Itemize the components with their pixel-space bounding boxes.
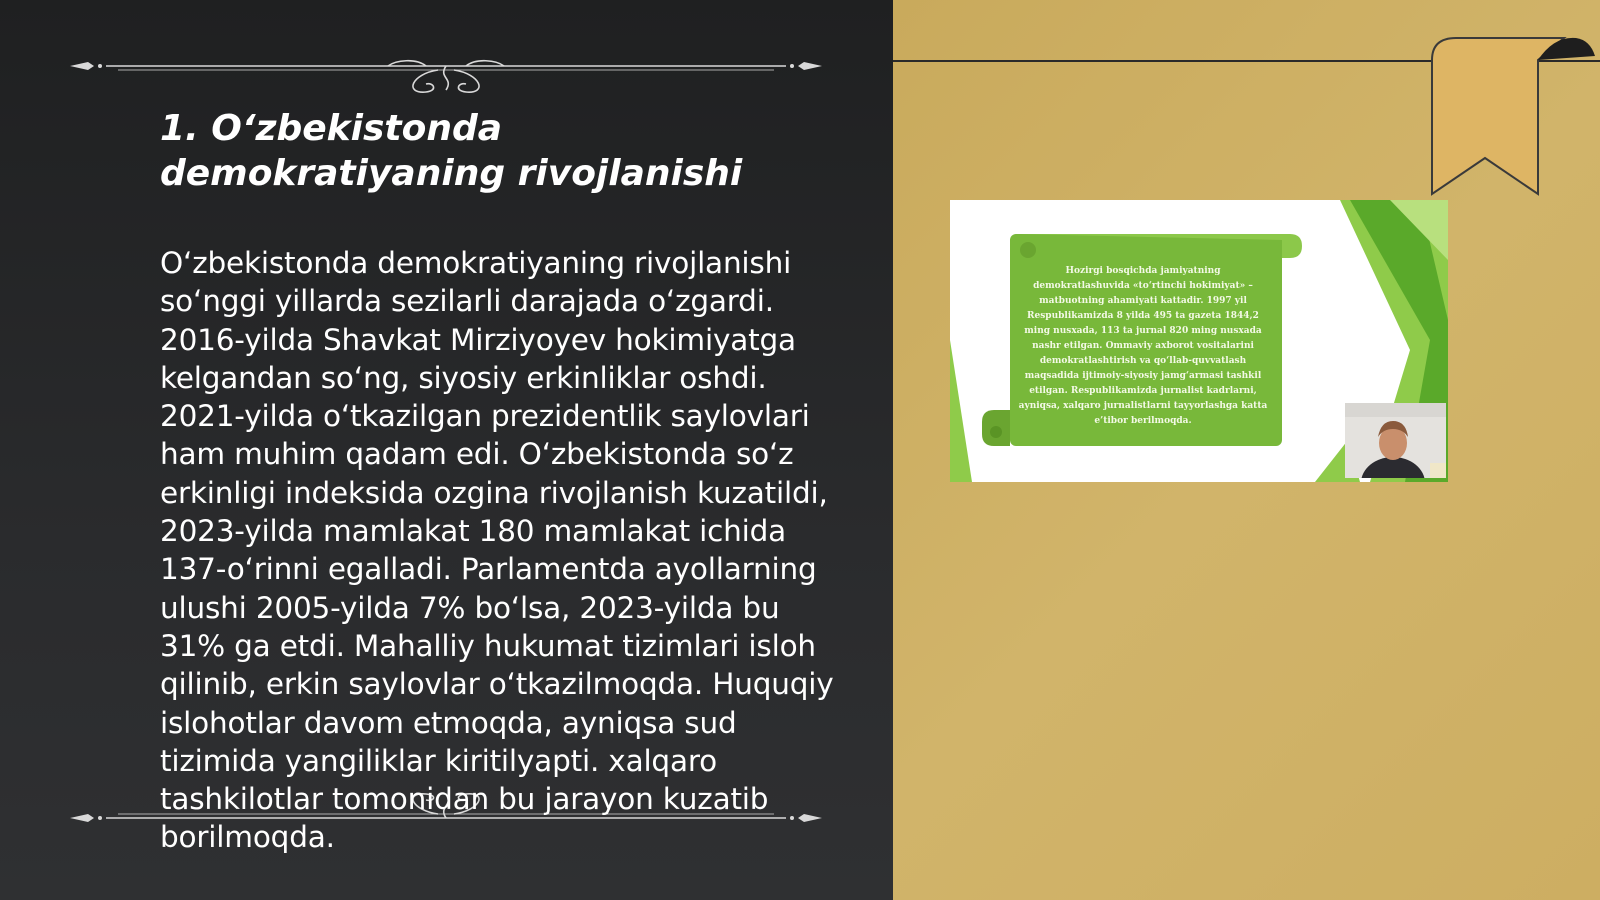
presenter-video-thumbnail — [1345, 403, 1446, 478]
ornamental-divider-icon — [66, 44, 826, 94]
embedded-slide-image — [950, 200, 1448, 482]
slide-title: 1. O‘zbekistonda demokratiyaning rivojlanishi — [160, 108, 743, 194]
presenter-avatar — [1345, 403, 1446, 478]
slide-body-text: O‘zbekistonda demokratiyaning rivojlanishi so‘nggi yillarda sezilarli darajada o‘zgardi. 2016-yilda Shavkat Mirziyoyev hokimiyatga kelgandan so‘ng, siyosiy erkinliklar oshdi. 2021-yilda o‘tkazilgan prezidentlik saylovlari ham muhim qadam edi. O‘zbekistonda so‘z erkinligi indeksida ozgina rivojlanish kuzatildi, 2023-yilda mamlakat 180 mamlakat ichida 137-o‘rinni egalladi. Parlamentda ayollarning ulushi 2005-yilda 7% bo‘lsa, 2023-yilda bu 31% ga etdi. Mahalliy hukumat tizimlari isloh qilinib, erkin saylovlar o‘tkazilmoqda. Huquqiy islohotlar davom etmoqda, ayniqsa sud tizimida yangiliklar kiritilyapti. xalqaro tashkilotlar tomonidan bu jarayon kuzatib borilmoqda. — [160, 246, 834, 855]
scroll-text: Hozirgi bosqichda jamiyatning demokratlashuvida «to‘rtinchi hokimiyat» – matbuotning ahamiyati kattadir. 1997 yil Respublikamizda 8 yilda 495 ta gazeta 1844,2 ming nusxada, 113 ta jurnal 820 ming nusxada nashr etilgan. Ommaviy axborot vositalarini demokratlashtirish va qo‘llab-quvvatlash maqsadida ijtimoiy-siyosiy jamg‘armasi tashkil etilgan. Respublikamizda jurnalist kadrlarni, ayniqsa, xalqaro jurnalistlarni tayyorlashga katta e’tibor berilmoqda. — [1018, 266, 1268, 426]
bookmark-ribbon-icon — [1430, 30, 1600, 202]
